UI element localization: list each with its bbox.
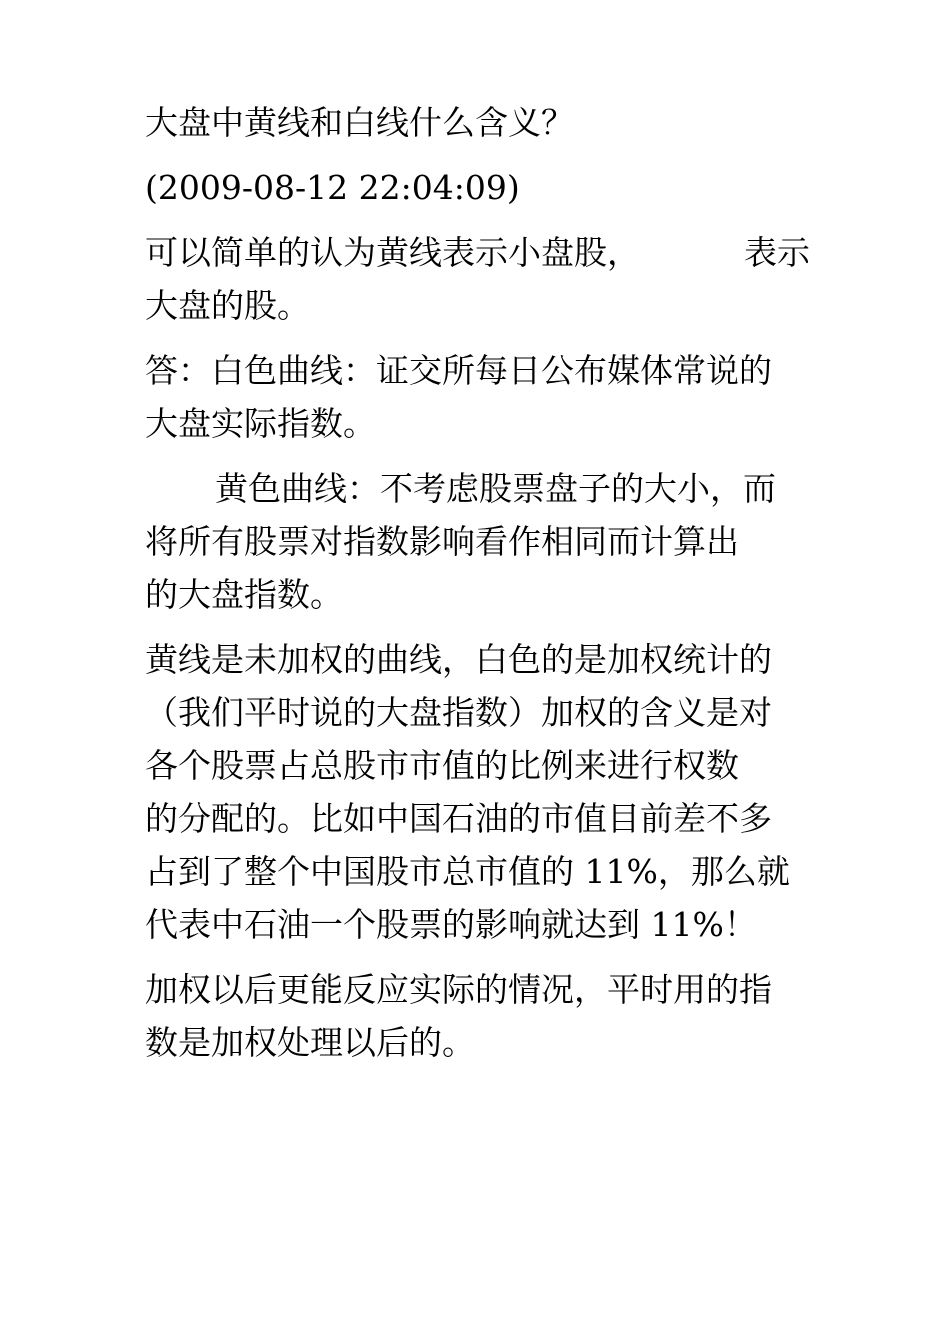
paragraph-3 <box>145 462 810 621</box>
paragraph-5 <box>145 963 810 1069</box>
timestamp: (2009-08-12 22:04:09) <box>145 168 520 207</box>
paragraph-4-line-4: 的分配的。比如中国石油的市值目前差不多 <box>145 799 772 838</box>
paragraph-1-line-1 <box>145 226 810 279</box>
document-page <box>145 96 810 1081</box>
paragraph-3-line-3: 的大盘指数。 <box>145 575 343 614</box>
paragraph-2-line-1: 答：白色曲线：证交所每日公布媒体常说的 <box>145 351 772 390</box>
paragraph-4-line-6: 代表中石油一个股票的影响就达到 11%！ <box>145 905 757 944</box>
paragraph-4 <box>145 633 810 951</box>
paragraph-5-line-1: 加权以后更能反应实际的情况，平时用的指 <box>145 970 772 1009</box>
paragraph-1 <box>145 226 810 332</box>
paragraph-1-line-1-right: 表示 <box>744 233 810 272</box>
paragraph-5-line-2: 数是加权处理以后的。 <box>145 1023 475 1062</box>
document-title-block <box>145 96 810 149</box>
paragraph-4-line-3: 各个股票占总股市市值的比例来进行权数 <box>145 746 739 785</box>
paragraph-2-line-2: 大盘实际指数。 <box>145 404 376 443</box>
paragraph-3-line-1: 黄色曲线：不考虑股票盘子的大小，而 <box>215 469 776 508</box>
paragraph-3-line-2: 将所有股票对指数影响看作相同而计算出 <box>145 522 739 561</box>
paragraph-4-line-5: 占到了整个中国股市总市值的 11%，那么就 <box>145 852 790 891</box>
paragraph-2 <box>145 344 810 450</box>
paragraph-4-line-2: （我们平时说的大盘指数）加权的含义是对 <box>145 693 772 732</box>
timestamp-block <box>145 161 810 214</box>
paragraph-1-line-1-left: 可以简单的认为黄线表示小盘股， <box>145 233 640 272</box>
paragraph-1-line-2: 大盘的股。 <box>145 286 310 325</box>
paragraph-4-line-1: 黄线是未加权的曲线，白色的是加权统计的 <box>145 640 772 679</box>
document-title: 大盘中黄线和白线什么含义？ <box>145 103 574 142</box>
